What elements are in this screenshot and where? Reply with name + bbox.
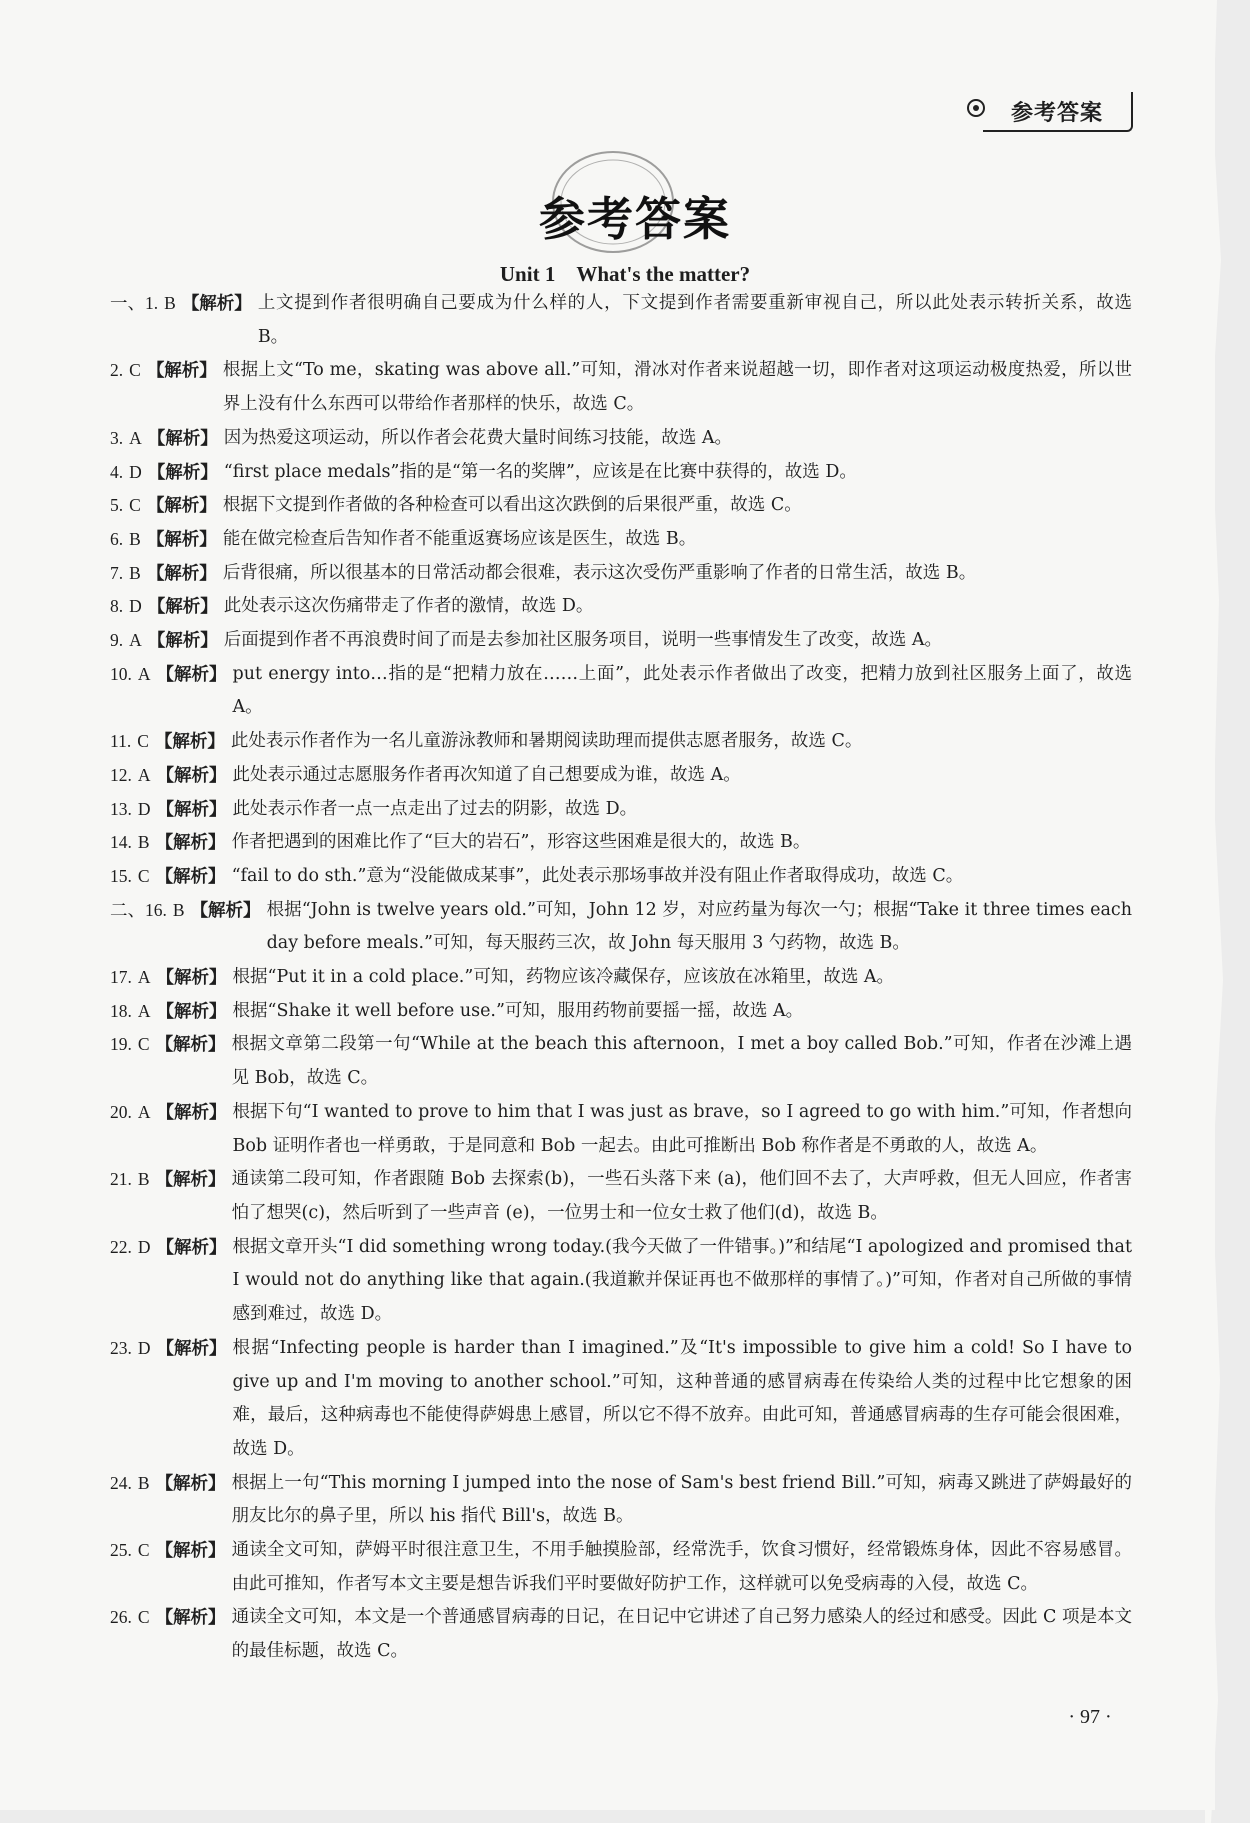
analysis-tag: 【解析】 (156, 798, 227, 819)
analysis-tag: 【解析】 (155, 1472, 226, 1493)
item-answer: A (129, 630, 142, 651)
analysis-tag: 【解析】 (181, 293, 252, 313)
item-answer: C (137, 1540, 150, 1561)
item-number: 17. (110, 967, 132, 988)
page-title: 参考答案 (539, 192, 731, 246)
item-explanation: 根据文章开头“I did something wrong today.(我今天做了一件错事。)”和结尾“I apologized and promised that I would not do anything like that again.(我道歉并保证再也不做那样的事情了。)”可知，作者对自己所做的事情感到难过，故选 D。 (232, 1236, 1133, 1325)
circle-bullet-icon (967, 99, 985, 117)
item-number: 24. (110, 1472, 132, 1493)
analysis-tag: 【解析】 (156, 1101, 227, 1122)
page-number: · 97 · (1068, 1706, 1112, 1728)
answer-item (110, 725, 1132, 759)
item-explanation: 后面提到作者不再浪费时间了而是去参加社区服务项目，说明一些事情发生了改变，故选 A。 (223, 630, 942, 651)
analysis-tag: 【解析】 (155, 1169, 226, 1190)
item-number: 19. (110, 1034, 132, 1055)
unit-title: Unit 1 What's the matter? (499, 262, 751, 286)
analysis-tag: 【解析】 (155, 1034, 226, 1055)
item-explanation: 根据上一句“This morning I jumped into the nose of Sam's best friend Bill.”可知，病毒又跳进了萨姆最好的朋友比尔的鼻子里，所以 his 指代 Bill's，故选 B。 (231, 1472, 1132, 1527)
item-answer: C (137, 1034, 150, 1055)
item-number: 8. (110, 596, 124, 617)
item-explanation: 后背很痛，所以很基本的日常活动都会很难，表示这次受伤严重影响了作者的日常生活，故选 B。 (222, 562, 977, 583)
item-number: 4. (110, 461, 124, 482)
answer-item (110, 557, 1132, 591)
section-header-tab (983, 92, 1133, 132)
item-answer: C (137, 1607, 150, 1628)
answer-item (110, 826, 1132, 860)
answer-item (110, 658, 1132, 725)
item-explanation: 作者把遇到的困难比作了“巨大的岩石”，形容这些困难是很大的，故选 B。 (231, 832, 811, 853)
item-answer: D (137, 798, 151, 819)
item-explanation: 此处表示作者作为一名儿童游泳教师和暑期阅读助理而提供志愿者服务，故选 C。 (230, 731, 863, 752)
item-explanation: 通读全文可知，本文是一个普通感冒病毒的日记，在日记中它讲述了自己努力感染人的经过和感受。因此 C 项是本文的最佳标题，故选 C。 (231, 1607, 1132, 1662)
analysis-tag: 【解析】 (154, 731, 225, 752)
analysis-tag: 【解析】 (155, 1607, 226, 1628)
answer-item (110, 1534, 1132, 1601)
item-answer: D (129, 461, 142, 482)
item-explanation: 根据“John is twelve years old.”可知，John 12 岁，对应药量为每次一勺；根据“Take it three times each day before meals.”可知，每天服药三次，故 John 每天服用 3 勺药物，故选 B。 (266, 899, 1132, 954)
item-answer: A (129, 427, 142, 448)
item-explanation: 因为热爱这项运动，所以作者会花费大量时间练习技能，故选 A。 (223, 427, 732, 448)
answer-item (110, 995, 1132, 1029)
item-answer: C (129, 360, 141, 381)
answer-item (110, 1601, 1132, 1668)
answer-item (110, 489, 1132, 523)
item-explanation: 通读第二段可知，作者跟随 Bob 去探索(b)，一些石头落下来 (a)，他们回不去了，大声呼救，但无人回应，作者害怕了想哭(c)，然后听到了一些声音 (e)，一位男士和一位女士救了他们(d)，故选 B。 (231, 1169, 1132, 1223)
answer-item (110, 759, 1132, 793)
item-number: 21. (110, 1169, 132, 1190)
analysis-tag: 【解析】 (146, 360, 217, 381)
item-explanation: put energy into…指的是“把精力放在……上面”，此处表示作者做出了改变，把精力放到社区服务上面了，故选 A。 (232, 663, 1132, 718)
item-answer: B (129, 562, 141, 583)
analysis-tag: 【解析】 (156, 764, 227, 785)
item-number: 22. (110, 1236, 132, 1257)
answer-item (110, 894, 1132, 961)
analysis-tag: 【解析】 (146, 495, 217, 516)
answer-item (110, 1028, 1132, 1095)
answer-item (110, 1467, 1132, 1534)
item-answer: B (164, 293, 176, 313)
item-explanation: 此处表示这次伤痛带走了作者的激情，故选 D。 (223, 596, 594, 617)
answer-list (110, 287, 1132, 1669)
answer-item (110, 793, 1132, 827)
item-answer: A (137, 764, 151, 785)
item-answer: C (129, 495, 141, 516)
item-explanation: 根据“Put it in a cold place.”可知，药物应该冷藏保存，应该放在冰箱里，故选 A。 (232, 967, 895, 988)
item-explanation: 根据文章第二段第一句“While at the beach this afternoon，I met a boy called Bob.”可知，作者在沙滩上遇见 Bob，故选 C。 (231, 1034, 1132, 1089)
answer-item (110, 590, 1132, 624)
item-answer: C (137, 731, 149, 752)
item-number: 3. (110, 427, 124, 448)
answer-item (110, 523, 1132, 557)
item-explanation: “fail to do sth.”意为“没能做成某事”，此处表示那场事故并没有阻止作者取得成功，故选 C。 (231, 865, 964, 886)
item-answer: A (137, 967, 151, 988)
item-explanation: 根据“Shake it well before use.”可知，服用药物前要摇一摇，故选 A。 (232, 1000, 804, 1021)
answer-item (110, 1332, 1132, 1467)
item-number: 25. (110, 1540, 132, 1561)
item-explanation: 根据“Infecting people is harder than I imagined.”及“It's impossible to give him a cold! So I have to give up and I'm moving to another school.”可知，这种普通的感冒病毒在传染给人类的过程中比它想象的困难，最后，这种病毒也不能使得萨姆患上感冒，所以它不得不放弃。由此可知，普通感冒病毒的生存可能会很困难，故选 D。 (232, 1337, 1132, 1459)
item-number: 10. (110, 663, 132, 684)
answer-item (110, 1096, 1132, 1163)
item-answer: A (137, 663, 151, 684)
item-explanation: 此处表示作者一点一点走出了过去的阴影，故选 D。 (232, 798, 638, 819)
section-mark: 一、 (110, 294, 145, 314)
answer-item (110, 1163, 1132, 1230)
item-explanation: “first place medals”指的是“第一名的奖牌”，应该是在比赛中获得的，故选 D。 (223, 461, 857, 482)
item-number: 18. (110, 1000, 132, 1021)
torn-page-edge (1205, 0, 1250, 1823)
item-answer: B (137, 1472, 150, 1493)
analysis-tag: 【解析】 (155, 832, 226, 853)
item-number: 11. (110, 731, 132, 752)
analysis-tag: 【解析】 (156, 663, 227, 684)
item-number: 2. (110, 360, 124, 381)
item-number: 1. (145, 293, 159, 313)
item-number: 26. (110, 1607, 132, 1628)
item-number: 13. (110, 798, 132, 819)
item-answer: D (137, 1337, 151, 1358)
answer-item (110, 624, 1132, 658)
analysis-tag: 【解析】 (146, 562, 217, 583)
analysis-tag: 【解析】 (156, 1000, 227, 1021)
answer-item (110, 1231, 1132, 1332)
item-explanation: 上文提到作者很明确自己要成为什么样的人，下文提到作者需要重新审视自己，所以此处表示转折关系，故选 B。 (257, 293, 1132, 347)
item-explanation: 能在做完检查后告知作者不能重返赛场应该是医生，故选 B。 (222, 528, 697, 549)
item-number: 7. (110, 562, 124, 583)
item-answer: A (137, 1101, 151, 1122)
item-number: 14. (110, 832, 132, 853)
analysis-tag: 【解析】 (156, 967, 227, 988)
item-number: 6. (110, 528, 124, 549)
analysis-tag: 【解析】 (146, 528, 217, 549)
analysis-tag: 【解析】 (156, 1337, 227, 1358)
analysis-tag: 【解析】 (190, 899, 261, 920)
item-explanation: 根据下句“I wanted to prove to him that I was just as brave，so I agreed to go with him.”可知，作者想向 Bob 证明作者也一样勇敢，于是同意和 Bob 一起去。由此可推断出 Bob 称作者是不勇敢的人，故选 A。 (232, 1101, 1132, 1156)
answer-item (110, 287, 1132, 354)
analysis-tag: 【解析】 (147, 461, 218, 482)
item-number: 20. (110, 1101, 132, 1122)
item-explanation: 根据下文提到作者做的各种检查可以看出这次跌倒的后果很严重，故选 C。 (222, 495, 802, 516)
item-answer: C (137, 865, 150, 886)
item-answer: B (129, 528, 141, 549)
item-explanation: 根据上文“To me，skating was above all.”可知，滑冰对作者来说超越一切，即作者对这项运动极度热爱，所以世界上没有什么东西可以带给作者那样的快乐，故选 C。 (222, 360, 1132, 415)
item-answer: B (137, 832, 150, 853)
item-explanation: 此处表示通过志愿服务作者再次知道了自己想要成为谁，故选 A。 (232, 764, 741, 785)
item-answer: D (137, 1236, 151, 1257)
answer-item (110, 422, 1132, 456)
item-number: 12. (110, 764, 132, 785)
item-answer: B (137, 1169, 150, 1190)
analysis-tag: 【解析】 (156, 1236, 227, 1257)
item-explanation: 通读全文可知，萨姆平时很注意卫生，不用手触摸脸部，经常洗手，饮食习惯好，经常锻炼身体，因此不容易感冒。由此可推知，作者写本文主要是想告诉我们平时要做好防护工作，这样就可以免受病毒的入侵，故选 C。 (231, 1540, 1132, 1594)
item-number: 15. (110, 865, 132, 886)
answer-item (110, 354, 1132, 421)
item-answer: A (137, 1000, 151, 1021)
answer-item (110, 456, 1132, 490)
item-number: 16. (145, 899, 167, 920)
answer-item (110, 961, 1132, 995)
item-answer: D (129, 596, 142, 617)
item-number: 23. (110, 1337, 132, 1358)
analysis-tag: 【解析】 (147, 596, 218, 617)
analysis-tag: 【解析】 (147, 630, 218, 651)
item-number: 9. (110, 630, 124, 651)
item-number: 5. (110, 495, 124, 516)
answer-item (110, 860, 1132, 894)
section-mark: 二、 (110, 900, 145, 921)
analysis-tag: 【解析】 (147, 427, 218, 448)
analysis-tag: 【解析】 (155, 1540, 226, 1561)
item-answer: B (172, 899, 185, 920)
header-tab-label: 参考答案 (1010, 100, 1103, 126)
analysis-tag: 【解析】 (155, 865, 226, 886)
